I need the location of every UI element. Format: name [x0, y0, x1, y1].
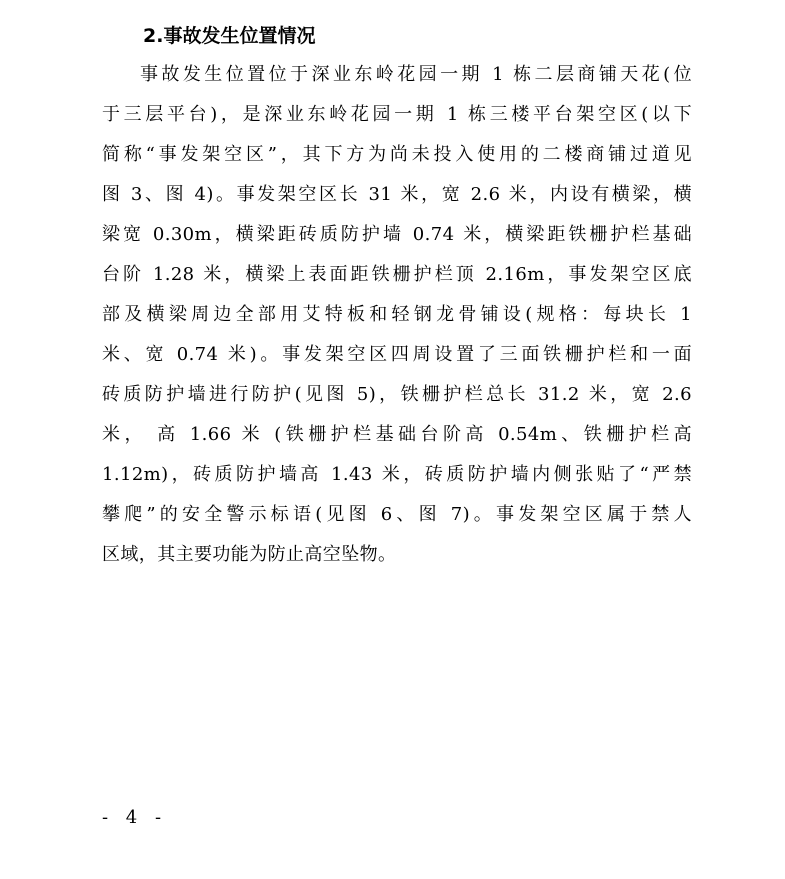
- section-heading: 2.事故发生位置情况: [143, 25, 316, 47]
- paragraph-line: 米、宽 0.74 米)。事发架空区四周设置了三面铁栅护栏和一面: [102, 344, 692, 365]
- paragraph-line: 事故发生位置位于深业东岭花园一期 1 栋二层商铺天花(位: [140, 64, 692, 85]
- paragraph-line: 于三层平台)，是深业东岭花园一期 1 栋三楼平台架空区(以下: [102, 104, 692, 125]
- page-number: - 4 -: [102, 807, 168, 828]
- paragraph-line: 简称“事发架空区”，其下方为尚未投入使用的二楼商铺过道见: [102, 144, 692, 165]
- paragraph-line: 米， 高 1.66 米 (铁栅护栏基础台阶高 0.54m、铁栅护栏高: [102, 424, 692, 445]
- paragraph-line: 1.12m)，砖质防护墙高 1.43 米，砖质防护墙内侧张贴了“严禁: [102, 464, 692, 485]
- paragraph-line: 台阶 1.28 米，横梁上表面距铁栅护栏顶 2.16m，事发架空区底: [102, 264, 692, 285]
- paragraph-line: 攀爬”的安全警示标语(见图 6、图 7)。事发架空区属于禁人: [102, 504, 692, 525]
- paragraph-line: 部及横梁周边全部用艾特板和轻钢龙骨铺设(规格：每块长 1: [102, 304, 692, 325]
- paragraph-line: 梁宽 0.30m，横梁距砖质防护墙 0.74 米，横梁距铁栅护栏基础: [102, 224, 692, 245]
- paragraph-line: 图 3、图 4)。事发架空区长 31 米，宽 2.6 米，内设有横梁，横: [102, 184, 692, 205]
- paragraph-line: 区域，其主要功能为防止高空坠物。: [102, 544, 397, 565]
- paragraph-line: 砖质防护墙进行防护(见图 5)，铁栅护栏总长 31.2 米，宽 2.6: [102, 384, 692, 405]
- section-body: [102, 55, 692, 575]
